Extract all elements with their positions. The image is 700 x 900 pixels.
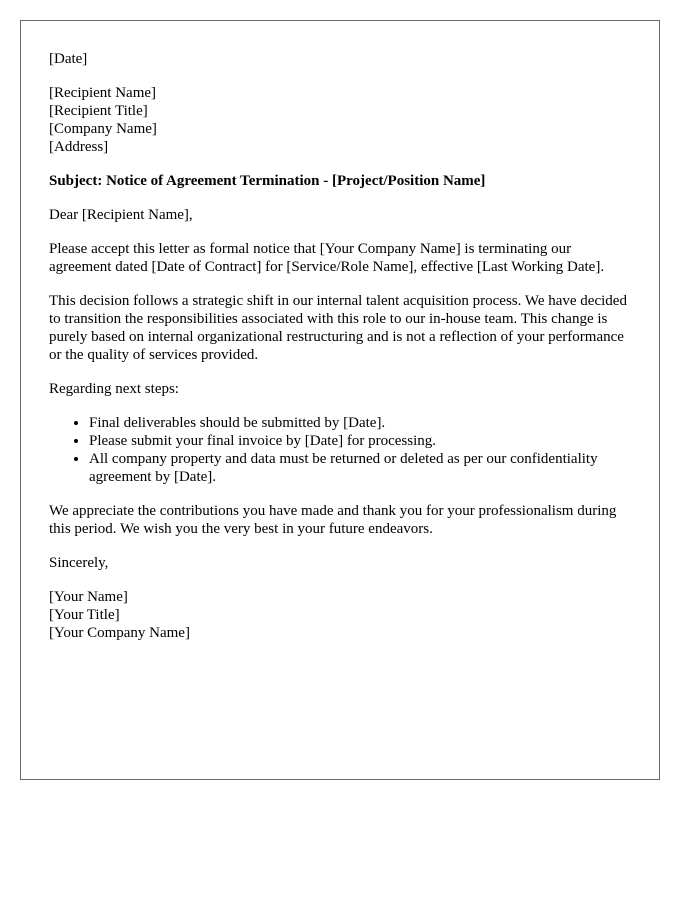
list-item: • Final deliverables should be submitted by [Date]. [89, 414, 631, 432]
list-item: • Please submit your final invoice by [Date] for processing. [89, 432, 631, 450]
salutation: Dear [Recipient Name], [49, 207, 193, 223]
list-item: • All company property and data must be returned or deleted as per our confidentiality agreement by [Date]. [89, 450, 631, 486]
subject-line: Subject: Notice of Agreement Termination - [Project/Position Name] [49, 173, 486, 189]
sign-off: Sincerely, [49, 555, 109, 571]
recipient-company: [Company Name] [49, 121, 157, 137]
closing-paragraph: We appreciate the contributions you have made and thank you for your professionalism during this period. We wish you the very best in your future endeavors. [49, 503, 617, 537]
recipient-name: [Recipient Name] [49, 85, 157, 101]
next-steps-intro: Regarding next steps: [49, 381, 179, 397]
letter-page [20, 20, 660, 780]
next-steps-list [49, 414, 631, 486]
sender-title: [Your Title] [49, 607, 120, 623]
reason-paragraph: This decision follows a strategic shift in our internal talent acquisition process. We have decided to transition the responsibilities associated with this role to our in-house team. This change is purely based on internal organizational restructuring and is not a reflection of your performance or the quality of services provided. [49, 293, 627, 363]
sender-block [49, 588, 631, 642]
recipient-block [49, 84, 631, 156]
letter-date: [Date] [49, 51, 88, 67]
notice-paragraph: Please accept this letter as formal notice that [Your Company Name] is terminating our agreement dated [Date of Contract] for [Service/Role Name], effective [Last Working Date]. [49, 241, 605, 275]
sender-company: [Your Company Name] [49, 625, 190, 641]
recipient-address: [Address] [49, 139, 109, 155]
sender-name: [Your Name] [49, 589, 128, 605]
recipient-title: [Recipient Title] [49, 103, 148, 119]
